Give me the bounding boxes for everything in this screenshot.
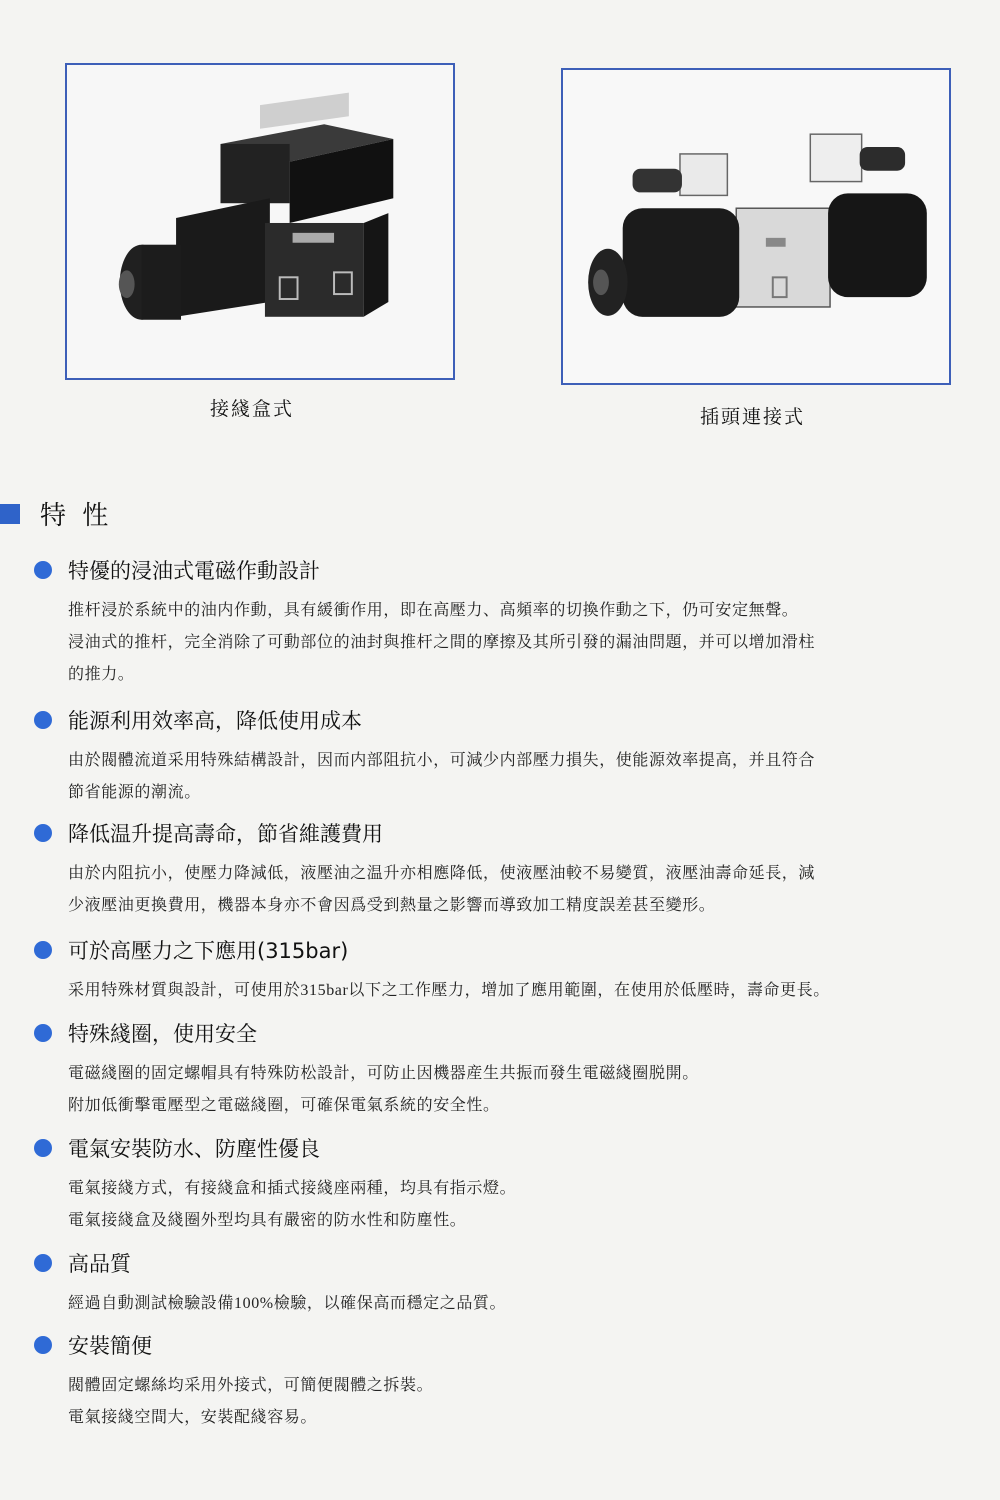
feature-item xyxy=(34,705,934,809)
feature-text: 少液壓油更換費用，機器本身亦不會因爲受到熱量之影響而導致加工精度誤差甚至變形。 xyxy=(68,897,716,914)
bullet-icon xyxy=(34,1336,52,1354)
feature-title: 高品質 xyxy=(68,1252,131,1276)
feature-text: 由於内阻抗小，使壓力降減低，液壓油之温升亦相應降低，使液壓油較不易變質，液壓油壽命延長，減 xyxy=(68,865,816,882)
feature-text: 由於閥體流道采用特殊結構設計，因而内部阻抗小，可減少内部壓力損失，使能源效率提高，并且符合 xyxy=(68,752,816,769)
feature-text: 推杆浸於系統中的油内作動，具有緩衝作用，即在高壓力、高頻率的切換作動之下，仍可安定無聲。 xyxy=(68,602,799,619)
bullet-icon xyxy=(34,1139,52,1157)
bullet-icon xyxy=(34,1024,52,1042)
feature-text: 電氣接綫空間大，安裝配綫容易。 xyxy=(68,1409,318,1426)
feature-text: 的推力。 xyxy=(68,666,135,683)
figure-caption-plug-connector: 插頭連接式 xyxy=(700,406,806,428)
feature-text: 浸油式的推杆，完全消除了可動部位的油封與推杆之間的摩擦及其所引發的漏油問題，并可以增加滑柱 xyxy=(68,634,816,651)
valve-junction-box-photo xyxy=(67,65,453,378)
feature-title: 電氣安裝防水、防塵性優良 xyxy=(68,1137,320,1161)
bullet-icon xyxy=(34,1254,52,1272)
figure-caption-junction-box: 接綫盒式 xyxy=(210,398,295,420)
photo-frame-plug-connector xyxy=(561,68,951,385)
section-header xyxy=(0,495,112,532)
valve-plug-connector-photo xyxy=(563,70,949,383)
feature-item xyxy=(34,1330,934,1434)
feature-text: 節省能源的潮流。 xyxy=(68,784,201,801)
section-marker xyxy=(0,504,20,524)
bullet-icon xyxy=(34,941,52,959)
photo-frame-junction-box xyxy=(65,63,455,380)
feature-item xyxy=(34,818,934,922)
feature-title: 特殊綫圈，使用安全 xyxy=(68,1022,257,1046)
feature-text: 電磁綫圈的固定螺帽具有特殊防松設計，可防止因機器産生共振而發生電磁綫圈脱開。 xyxy=(68,1065,699,1082)
feature-item xyxy=(34,1133,934,1237)
feature-item xyxy=(34,555,934,691)
feature-text: 閥體固定螺絲均采用外接式，可簡便閥體之拆裝。 xyxy=(68,1377,434,1394)
bullet-icon xyxy=(34,561,52,579)
feature-title: 可於高壓力之下應用(315bar) xyxy=(68,939,349,963)
feature-text: 電氣接綫盒及綫圈外型均具有嚴密的防水性和防塵性。 xyxy=(68,1212,467,1229)
feature-item xyxy=(34,1018,934,1122)
feature-title: 降低温升提高壽命，節省維護費用 xyxy=(68,822,383,846)
section-title: 特 性 xyxy=(40,501,113,531)
feature-text: 附加低衝擊電壓型之電磁綫圈，可確保電氣系統的安全性。 xyxy=(68,1097,500,1114)
feature-item xyxy=(34,1248,934,1320)
feature-title: 特優的浸油式電磁作動設計 xyxy=(68,559,320,583)
feature-title: 能源利用效率高，降低使用成本 xyxy=(68,709,362,733)
feature-text: 電氣接綫方式，有接綫盒和插式接綫座兩種，均具有指示燈。 xyxy=(68,1180,517,1197)
bullet-icon xyxy=(34,824,52,842)
feature-text: 采用特殊材質與設計，可使用於315bar以下之工作壓力，增加了應用範圍，在使用於低壓時，壽命更長。 xyxy=(68,982,830,999)
feature-item xyxy=(34,935,934,1007)
feature-text: 經過自動測試檢驗設備100%檢驗，以確保高而穩定之品質。 xyxy=(68,1295,507,1312)
feature-title: 安裝簡便 xyxy=(68,1334,152,1358)
bullet-icon xyxy=(34,711,52,729)
